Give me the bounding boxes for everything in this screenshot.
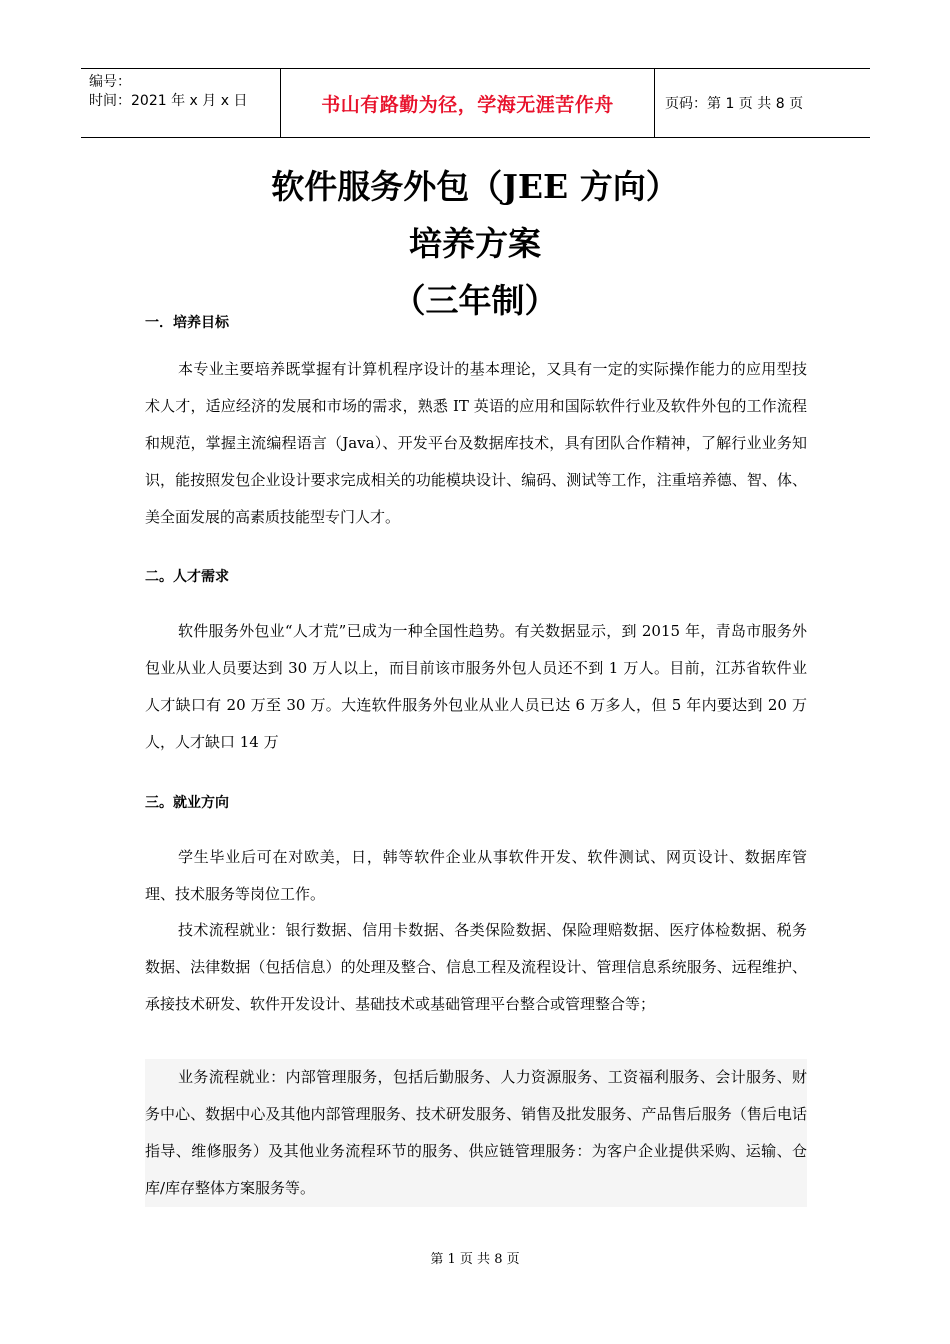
header-motto-cell: [281, 69, 655, 137]
document-title: [0, 158, 950, 329]
number-label: 编号：: [89, 74, 131, 90]
title-line-1: 软件服务外包（JEE 方向）: [271, 167, 679, 206]
section-heading-employment: 三。就业方向: [145, 795, 229, 811]
header-page-cell: [655, 69, 870, 137]
time-label: 时间：2021 年 x 月 x 日: [89, 93, 248, 109]
motto: 书山有路勤为径，学海无涯苦作舟: [321, 93, 614, 116]
paragraph-goals: 本专业主要培养既掌握有计算机程序设计的基本理论，又具有一定的实际操作能力的应用型技术人才，适应经济的发展和市场的需求，熟悉 IT 英语的应用和国际软件行业及软件外包的工作流程和规范，掌握主流编程语言（Java）、开发平台及数据库技术，具有团队合作精神，了解行业业务知识，能按照发包企业设计要求完成相关的功能模块设计、编码、测试等工作，注重培养德、智、体、美全面发展的高素质技能型专门人才。: [145, 360, 807, 526]
paragraph-employment-intro: 学生毕业后可在对欧美，日，韩等软件企业从事软件开发、软件测试、网页设计、数据库管理、技术服务等岗位工作。: [145, 848, 807, 903]
paragraph-employment-tech: 技术流程就业：银行数据、信用卡数据、各类保险数据、保险理赔数据、医疗体检数据、税务数据、法律数据（包括信息）的处理及整合、信息工程及流程设计、管理信息系统服务、远程维护、承接技术研发、软件开发设计、基础技术或基础管理平台整合或管理整合等；: [145, 921, 807, 1013]
header-table: [81, 68, 870, 138]
paragraph-demand: 软件服务外包业“人才荒”已成为一种全国性趋势。有关数据显示，到 2015 年，青岛市服务外包业从业人员要达到 30 万人以上，而目前该市服务外包人员还不到 1 万人。目前，江苏省软件业人才缺口有 20 万至 30 万。大连软件服务外包业从业人员已达 6 万多人，但 5 年内要达到 20 万人，人才缺口 14 万: [145, 622, 807, 751]
title-line-2: 培养方案: [409, 224, 541, 263]
paragraph-employment-business: 业务流程就业：内部管理服务，包括后勤服务、人力资源服务、工资福利服务、会计服务、财务中心、数据中心及其他内部管理服务、技术研发服务、销售及批发服务、产品售后服务（售后电话指导、维修服务）及其他业务流程环节的服务、供应链管理服务：为客户企业提供采购、运输、仓库/库存整体方案服务等。: [145, 1059, 807, 1207]
page-footer: 第 1 页 共 8 页: [430, 1252, 520, 1267]
page-info: 页码：第 1 页 共 8 页: [665, 96, 804, 112]
section-heading-goals: 一．培养目标: [145, 315, 229, 331]
header-left-cell: [81, 69, 281, 137]
section-heading-demand: 二。人才需求: [145, 569, 229, 585]
title-line-3: （三年制）: [392, 281, 558, 320]
